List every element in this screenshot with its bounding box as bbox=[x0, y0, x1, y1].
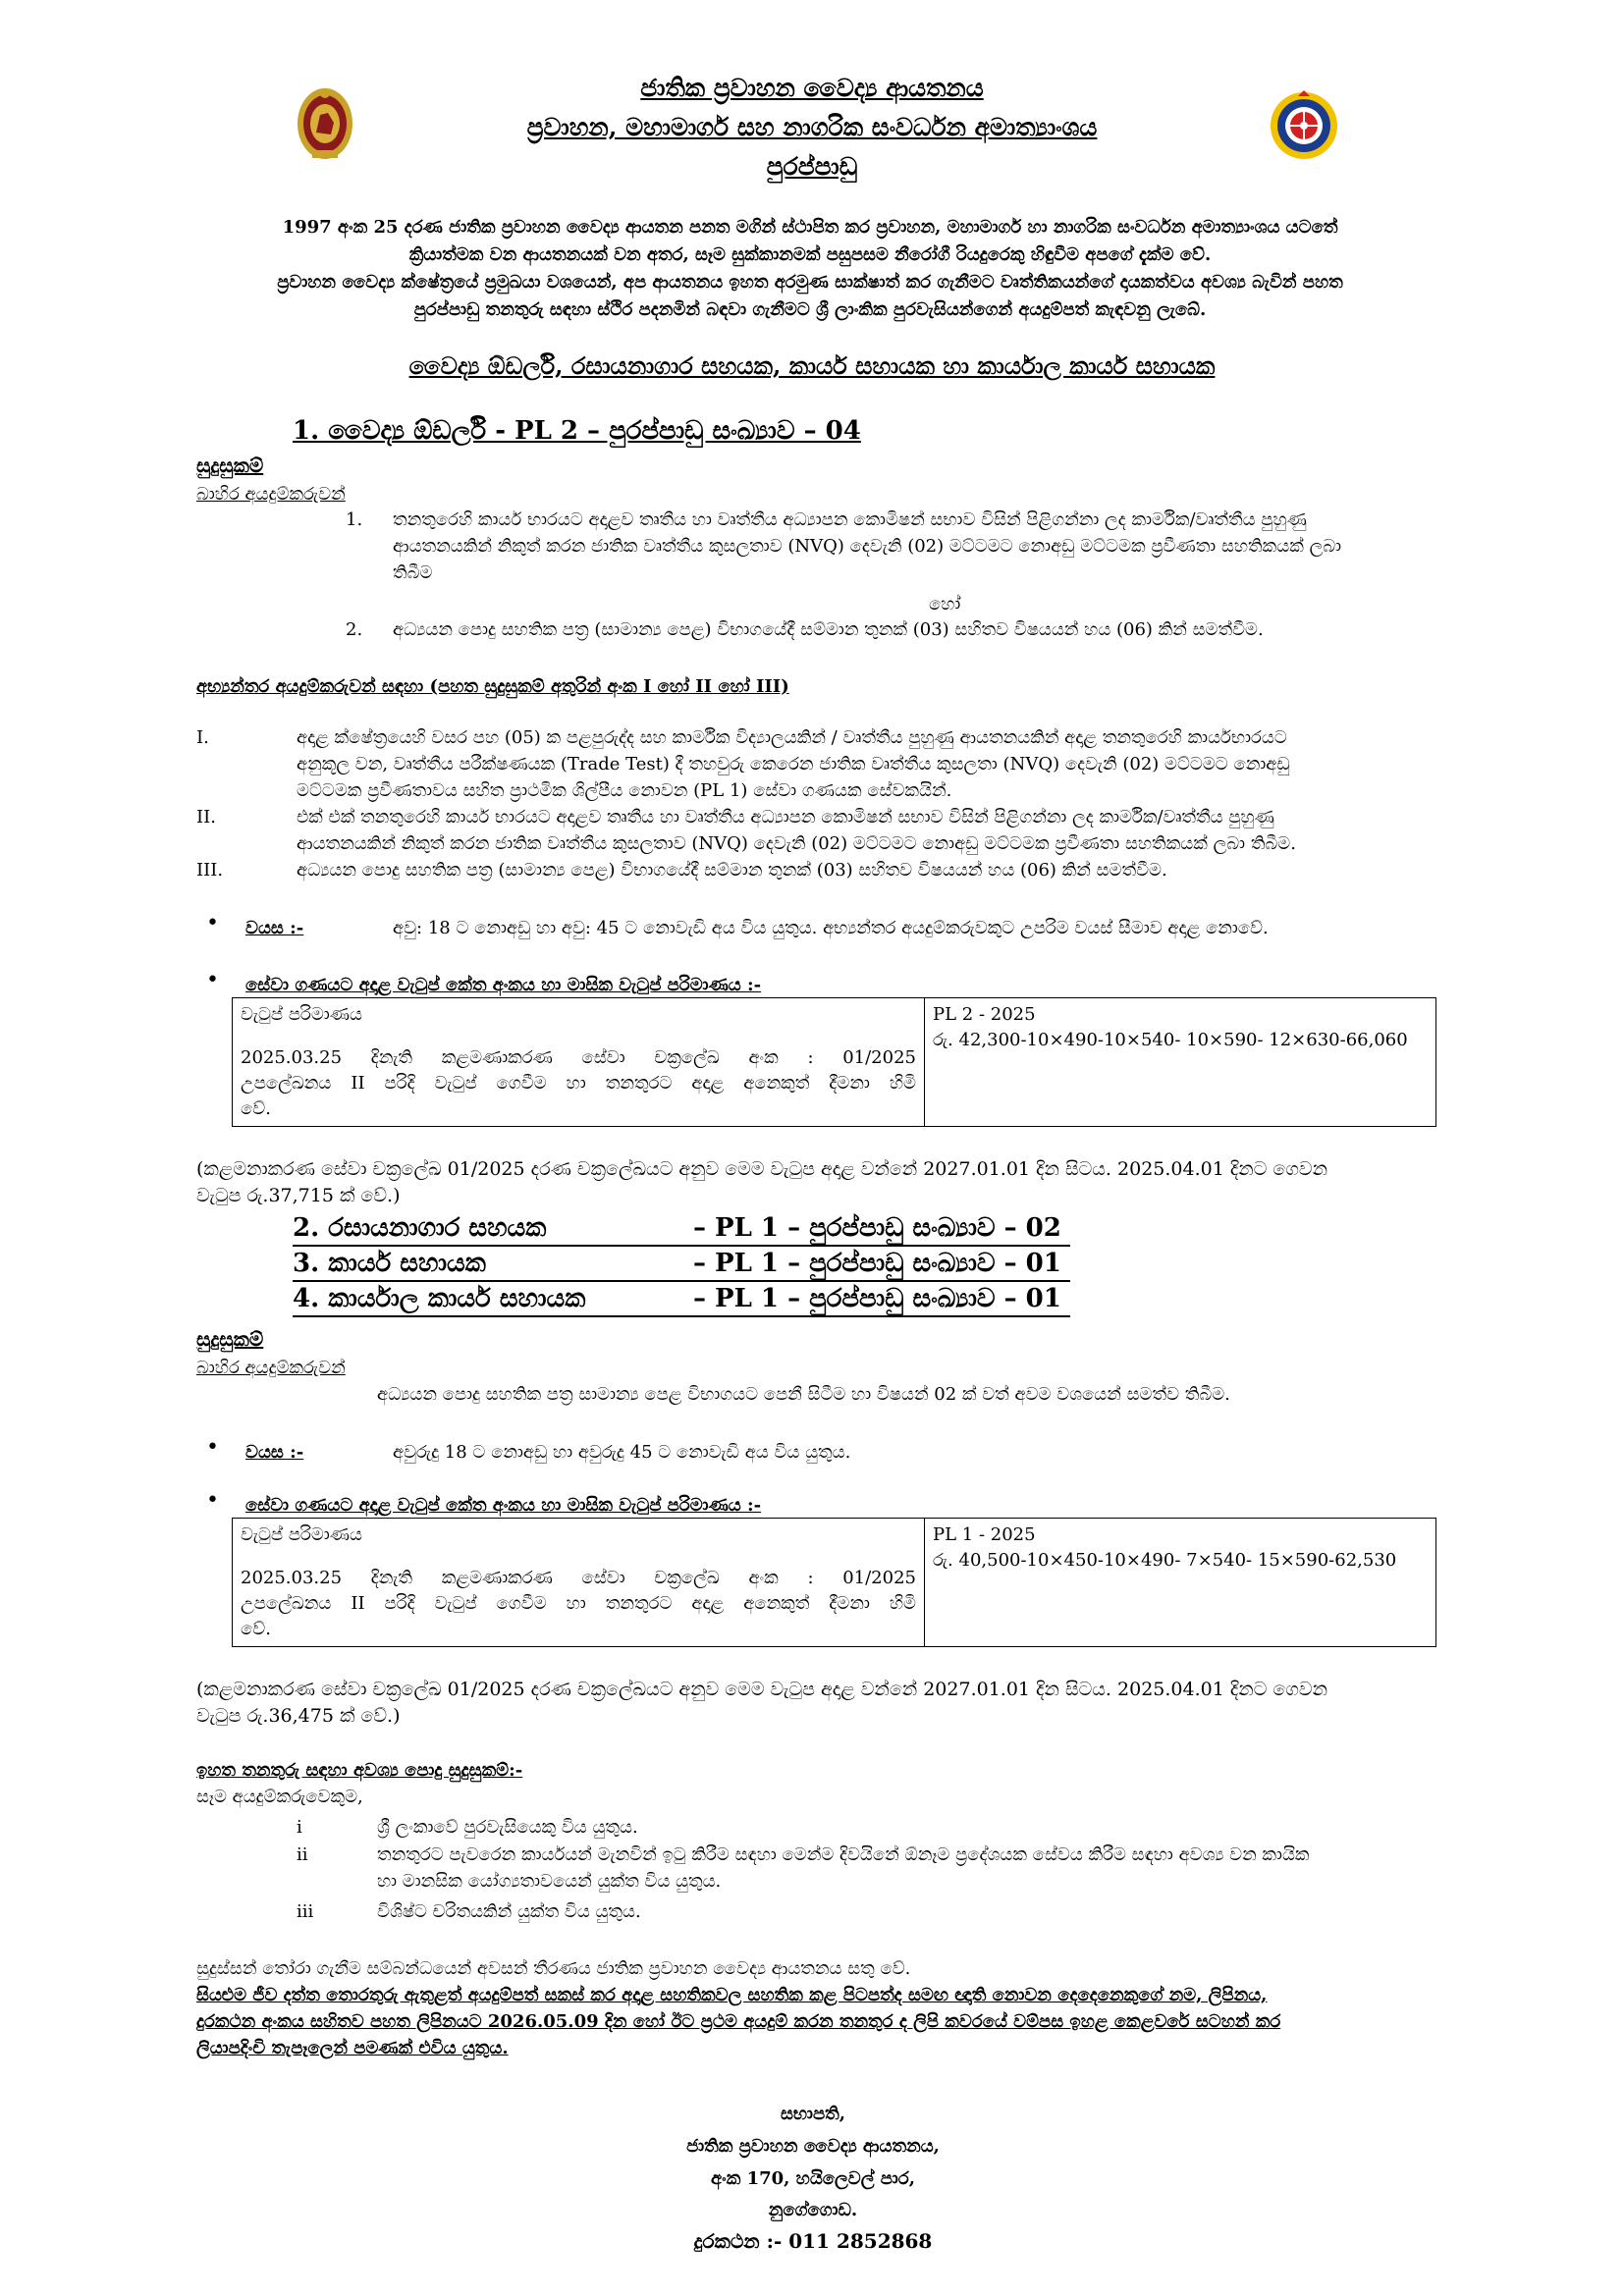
salary-scale: රු. 42,300-10×490-10×540- 10×590- 12×630-66,060 bbox=[933, 1030, 1408, 1050]
general-heading: ඉහත තනතුරු සඳහා අවශ්‍ය පොදු සුදුසුකම්:- bbox=[196, 1760, 523, 1781]
circular-line-2: උපලේඛනය II පරිදි වැටුප් ගෙවීම හා තනතුරට අදාළ අනෙකුත් දීමනා හිමි bbox=[241, 1073, 916, 1094]
section1-or: හෝ bbox=[929, 594, 961, 614]
circular-line-3-2: වේ. bbox=[241, 1619, 271, 1639]
position-row-4 bbox=[293, 1284, 1068, 1315]
position-4-name: 4. කාර්යාල කාර්ය සහායක bbox=[293, 1284, 586, 1313]
section1-int1-line2: අනුකූල වන, වෘත්තීය පරීක්ෂණයක (Trade Test) දී තහවුරු කෙරෙන ජාතික වෘත්තීය කුසලතා (NVQ) දෙවැනි (02) මට්ටමට නොඅඩු bbox=[297, 754, 1290, 774]
section2-ext-text: අධ්‍යයන පොදු සහතික පත්‍ර සාමාන්‍ය පෙළ විභාගයට පෙනී සිටීම හා විෂයන් 02 ක් වත් අවම වශයෙන් සමත්ව තිබීම. bbox=[377, 1384, 1230, 1405]
section1-ext1-line2: ආයතනයකින් නිකුත් කරන ජාතික වෘත්තීය කුසලතාව (NVQ) දෙවැනි (02) මට්ටමට නොඅඩු මට්ටමක ප්‍රවීණතා සහතිකයක් ලබා bbox=[393, 536, 1342, 557]
position-3-grade: – PL 1 – පුරප්පාඩු සංඛ්‍යාව – 01 bbox=[693, 1249, 1061, 1278]
position-4-grade: – PL 1 – පුරප්පාඩු සංඛ්‍යාව – 01 bbox=[693, 1284, 1061, 1313]
section1-ext2-text: අධ්‍යයන පොදු සහතික පත්‍ර (සාමාන්‍ය පෙළ) විභාගයේදී සම්මාන තුනක් (03) සහිතව විෂයයන් හය (06) කින් සමත්වීම. bbox=[393, 619, 1264, 640]
section1-ext2-number: 2. bbox=[346, 619, 363, 640]
salary-scale-label: වැටුප් පරිමාණය bbox=[241, 1004, 362, 1025]
general-iii-number: iii bbox=[297, 1901, 314, 1922]
institute-name: ජාතික ප්‍රවාහන වෛද්‍ය ආයතනය bbox=[640, 74, 984, 102]
section2-salary-heading: සේවා ගණයට අදාළ වැටුප් කේත අංකය හා මාසික වැටුප් පරිමාණය :- bbox=[245, 1495, 762, 1516]
salary-bullet-2: • bbox=[206, 1488, 219, 1513]
circular-line-1: 2025.03.25 දිනැති කළමණාකරණ සේවා චක්‍රලේඛ අංක : 01/2025 bbox=[241, 1047, 916, 1068]
section1-int3-text: අධ්‍යයන පොදු සහතික පත්‍ර (සාමාන්‍ය පෙළ) විභාගයේදී සම්මාන තුනක් (03) සහිතව විෂයයන් හය (06) කින් සමත්වීම. bbox=[297, 860, 1167, 881]
intro-line-3: ප්‍රවාහන වෛද්‍ය ක්ෂේත්‍රයේ ප්‍රමුඛයා වශයෙන්, අප ආයතනය ඉහත අරමුණ සාක්ෂාත් කර ගැනීමට වෘත්තිකයන්ගේ දායකත්වය අවශ්‍ය බැවින් පහත bbox=[277, 272, 1343, 293]
position-2-underline bbox=[293, 1245, 1070, 1247]
signature-city: නුගේගොඩ. bbox=[768, 2200, 858, 2220]
section1-salary-heading: සේවා ගණයට අදාළ වැටුප් කේත අංකය හා මාසික වැටුප් පරිමාණය :- bbox=[245, 975, 762, 995]
section1-note-line2: වැටුප රු.37,715 ක් වේ.) bbox=[196, 1185, 401, 1206]
age-bullet: • bbox=[206, 911, 219, 935]
general-i-number: i bbox=[297, 1817, 302, 1838]
section2-note-line1: (කළමනාකරණ සේවා චක්‍රලේඛ 01/2025 දරණ චක්‍රලේඛයට අනුව මෙම වැටුප අදාළ වන්නේ 2027.01.01 දින සිටය. 2025.04.01 දිනට ගෙවන bbox=[196, 1679, 1328, 1700]
salary-scale-label-2: වැටුප් පරිමාණය bbox=[241, 1524, 362, 1545]
intro-line-2: ක්‍රියාත්මක වන ආයතනයක් වන අතර, සෑම සුක්කානමක් පසුපසම නීරෝගී රියදුරෙකු හිඳුවීම අපගේ දැක්ම වේ. bbox=[408, 244, 1212, 265]
closing-bold-line3: ලියාපදිංචි තැපෑලෙන් පමණක් එවිය යුතුය. bbox=[196, 2038, 509, 2058]
general-i-text: ශ්‍රී ලංකාවේ පුරවැසියෙකු විය යුතුය. bbox=[377, 1817, 638, 1838]
closing-bold-line1: සියළුම ජීව දත්ත තොරතුරු ඇතුළත් අයදුම්පත් සකස් කර අදාළ සහතිකවල සහතික කළ පිටපත්ද සමඟ ඥාති නොවන දෙදෙනෙකුගේ නම, ලිපිනය, bbox=[196, 1985, 1268, 2005]
section2-age-text: අවුරුදු 18 ට නොඅඩු හා අවුරුදු 45 ට නොවැඩි අය විය යුතුය. bbox=[393, 1442, 851, 1463]
main-title: වෛද්‍ය ඕඩර්ලි, රසායනාගාර සහයක, කාර්ය සහායක හා කාර්යාල කාර්ය සහායක bbox=[408, 351, 1216, 380]
salary-bullet: • bbox=[206, 968, 219, 992]
section1-int1-number: I. bbox=[196, 727, 209, 748]
position-row-2 bbox=[293, 1213, 1068, 1245]
position-2-name: 2. රසායනාගාර සහයක bbox=[293, 1213, 547, 1243]
section1-age-text: අවු: 18 ට නොඅඩු හා අවු: 45 ට නොවැඩි අය විය යුතුය. අභ්‍යන්තර අයදුම්කරුවකුට උපරිම වයස් සීමාව අදාළ නොවේ. bbox=[393, 918, 1269, 938]
section1-int2-number: II. bbox=[196, 807, 216, 828]
closing-decision: සුදුස්සන් තෝරා ගැනීම සම්බන්ධයෙන් අවසන් තීරණය ජාතික ප්‍රවාහන වෛද්‍ය ආයතනය සතු වේ. bbox=[196, 1958, 911, 1979]
signature-title: සභාපති, bbox=[780, 2104, 846, 2124]
general-ii-line1: තනතුරට පැවරෙන කාර්යයන් මැනවින් ඉටු කිරීම සඳහා මෙන්ම දිවයිනේ ඕනෑම ප්‍රදේශයක සේවය කිරීම සඳහා අවශ්‍ය වන කායික bbox=[377, 1844, 1310, 1865]
signature-institute: ජාතික ප්‍රවාහන වෛද්‍ය ආයතනය, bbox=[686, 2136, 940, 2157]
salary-code-2: PL 1 - 2025 bbox=[933, 1524, 1036, 1545]
vacancies-heading: පුරප්පාඩු bbox=[766, 152, 858, 181]
section1-int3-number: III. bbox=[196, 860, 224, 881]
section1-qualifications-heading: සුදුසුකම් bbox=[196, 454, 264, 477]
section1-ext1-line3: තිබීම bbox=[393, 562, 433, 583]
section2-salary-left-cell bbox=[233, 1519, 925, 1647]
section1-int2-line1: එක් එක් තනතුරෙහි කාර්ය භාරයට අදාළව තෘතීය හා වෘත්තීය අධ්‍යාපන කොමිෂන් සභාව විසින් පිළිගන්නා ලද කාර්මික/වෘත්තීය පුහුණු bbox=[297, 807, 1274, 828]
section1-internal-heading: අභ්‍යන්තර අයදුම්කරුවන් සඳහා (පහත සුදුසුකම් අතුරින් අංක I හෝ II හෝ III) bbox=[196, 676, 789, 697]
circular-line-3: වේ. bbox=[241, 1098, 271, 1119]
section1-title: 1. වෛද්‍ය ඕඩර්ලි - PL 2 – පුරප්පාඩු සංඛ්‍යාව – 04 bbox=[293, 416, 861, 446]
signature-phone: දුරකථන :- 011 2852868 bbox=[693, 2229, 933, 2253]
section1-int1-line3: මට්ටමක ප්‍රවීණතාවය සහිත ප්‍රාථමික ශිල්පීය නොවන (PL 1) සේවා ගණයක සේවකයින්. bbox=[297, 780, 952, 801]
section1-salary-left-cell bbox=[233, 998, 925, 1127]
section1-ext1-number: 1. bbox=[346, 509, 363, 530]
salary-code: PL 2 - 2025 bbox=[933, 1004, 1036, 1025]
closing-bold-line2: දුරකථන අංකය සහිතව පහත ලිපිනයට 2026.05.09 දින හෝ ඊට ප්‍රථම අයදුම් කරන තනතුර ද ලිපි කවරයේ වම්පස ඉහළ කෙළවරේ සටහන් කර bbox=[196, 2011, 1281, 2032]
section1-salary-table bbox=[232, 997, 1436, 1127]
section1-int1-line1: අදාළ ක්ෂේත්‍රයෙහි වසර පහ (05) ක පළපුරුද්ද සහ කාර්මික විද්‍යාලයකින් / වෘත්තීය පුහුණු ආයතනයකින් අදාළ තනතුරෙහි කාර්යභාරයට bbox=[297, 727, 1287, 748]
section1-ext1-line1: තනතුරෙහි කාර්ය භාරයට අදාළව තෘතීය හා වෘත්තීය අධ්‍යාපන කොමිෂන් සභාව විසින් පිළිගන්නා ලද කාර්මික/වෘත්තීය පුහුණු bbox=[393, 509, 1307, 530]
section1-external-heading: බාහිර අයදුම්කරුවන් bbox=[196, 484, 346, 505]
section1-age-label: වයස :- bbox=[245, 918, 304, 938]
position-row-3 bbox=[293, 1249, 1068, 1280]
position-3-name: 3. කාර්ය සහායක bbox=[293, 1249, 486, 1278]
intro-line-1: 1997 අංක 25 දරණ ජාතික ප්‍රවාහන වෛද්‍ය ආයතන පනත මගින් ස්ථාපිත කර ප්‍රවාහන, මහාමාර්ග හා නාගරික සංවර්ධන අමාත්‍යාංශය යටතේ bbox=[282, 217, 1338, 238]
section2-salary-right-cell bbox=[925, 1519, 1436, 1647]
position-4-underline bbox=[293, 1315, 1070, 1317]
section1-int2-line2: ආයතනයකින් නිකුත් කරන ජාතික වෘත්තීය කුසලතාව (NVQ) දෙවැනි (02) මට්ටමට නොඅඩු මට්ටමක ප්‍රවීණතා සහතිකයක් ලබා තිබීම. bbox=[297, 833, 1296, 854]
section2-note-line2: වැටුප රු.36,475 ක් වේ.) bbox=[196, 1705, 401, 1727]
section2-qualifications-heading: සුදුසුකම් bbox=[196, 1327, 264, 1351]
section1-note-line1: (කළමනාකරණ සේවා චක්‍රලේඛ 01/2025 දරණ චක්‍රලේඛයට අනුව මෙම වැටුප අදාළ වන්නේ 2027.01.01 දින සිටය. 2025.04.01 දිනට ගෙවන bbox=[196, 1158, 1328, 1180]
section2-age-label: වයස :- bbox=[245, 1442, 304, 1463]
circular-line-1-2: 2025.03.25 දිනැති කළමණාකරණ සේවා චක්‍රලේඛ අංක : 01/2025 bbox=[241, 1568, 916, 1588]
circular-line-2-2: උපලේඛනය II පරිදි වැටුප් ගෙවීම හා තනතුරට අදාළ අනෙකුත් දීමනා හිමි bbox=[241, 1593, 916, 1614]
intro-line-4: පුරප්පාඩු තනතුරු සඳහා ස්ථිර පදනමින් බඳවා ගැනීමට ශ්‍රී ලාංකික පුරවැසියන්ගෙන් අයදුම්පත් කැඳවනු ලැබේ. bbox=[413, 299, 1207, 320]
position-2-grade: – PL 1 – පුරප්පාඩු සංඛ්‍යාව – 02 bbox=[693, 1213, 1061, 1243]
section2-salary-table bbox=[232, 1518, 1436, 1647]
section1-salary-right-cell bbox=[925, 998, 1436, 1127]
position-3-underline bbox=[293, 1280, 1070, 1282]
section2-external-heading: බාහිර අයදුම්කරුවන් bbox=[196, 1358, 346, 1378]
ministry-name: ප්‍රවාහන, මහාමාර්ග සහ නාගරික සංවර්ධන අමාත්‍යාංශය bbox=[526, 113, 1098, 141]
general-ii-number: ii bbox=[297, 1844, 308, 1865]
age-bullet-2: • bbox=[206, 1435, 219, 1460]
signature-address: අංක 170, හයිලෙවල් පාර, bbox=[711, 2168, 915, 2189]
general-ii-line2: හා මානසික යෝග්‍යතාවයෙන් යුක්ත විය යුතුය. bbox=[377, 1871, 722, 1892]
salary-scale-2: රු. 40,500-10×450-10×490- 7×540- 15×590-62,530 bbox=[933, 1550, 1397, 1571]
general-intro: සෑම අයදුම්කරුවෙකුම, bbox=[196, 1787, 363, 1807]
general-iii-text: විශිෂ්ට චරිතයකින් යුක්ත විය යුතුය. bbox=[377, 1901, 641, 1922]
